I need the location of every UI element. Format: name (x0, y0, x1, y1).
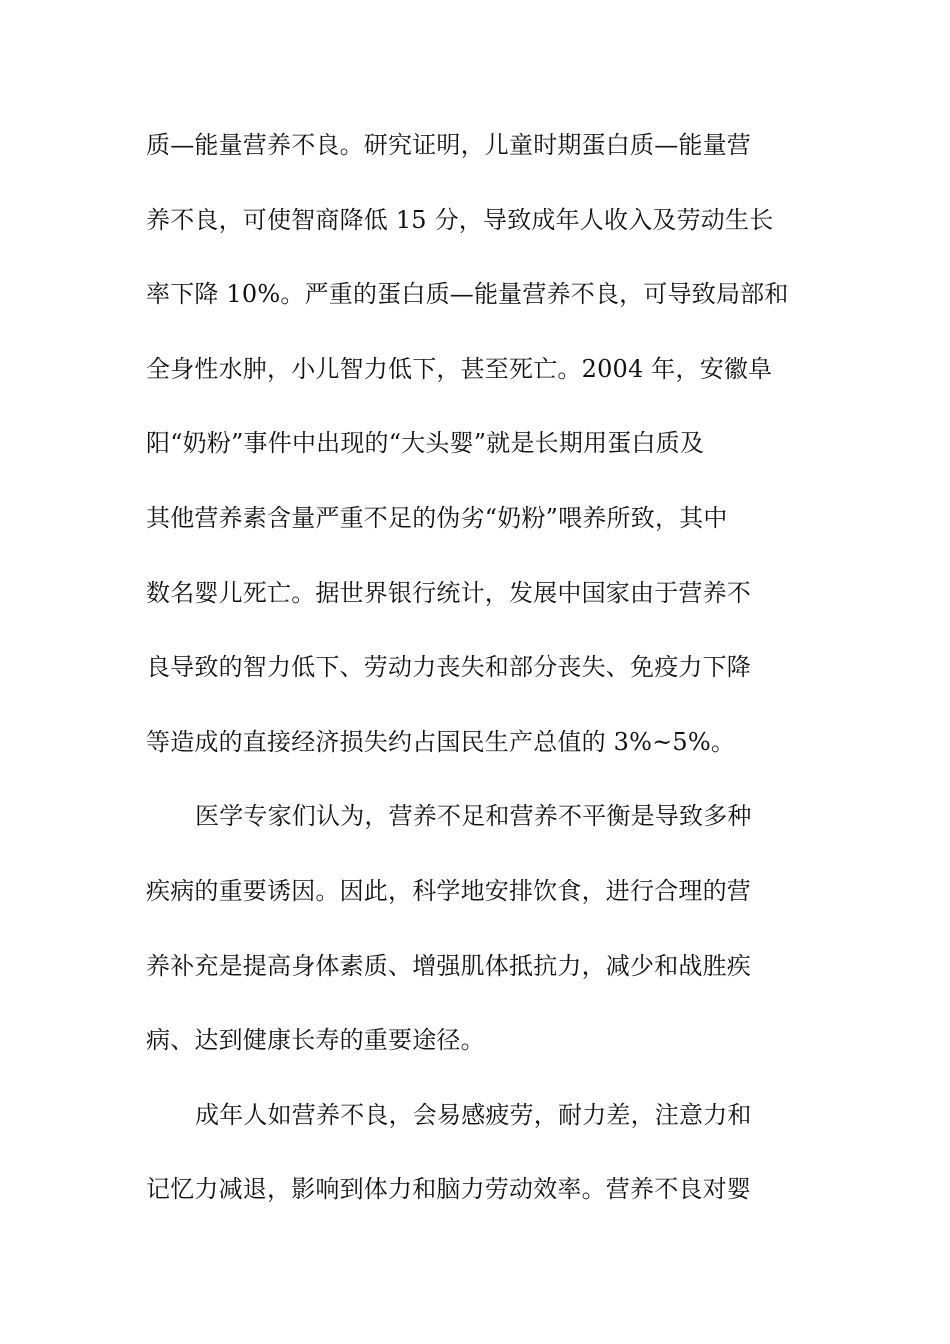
text-line: 养不良，可使智商降低 15 分，导致成年人收入及劳动生长 (146, 205, 774, 234)
text-line: 记忆力减退，影响到体力和脑力劳动效率。营养不良对婴 (146, 1175, 751, 1204)
text-line: 质—能量营养不良。研究证明，儿童时期蛋白质—能量营 (146, 131, 751, 159)
text-line: 其他营养素含量严重不足的伪劣“奶粉”喂养所致，其中 (146, 503, 728, 532)
text-line: 等造成的直接经济损失约占国民生产总值的 3%~5%。 (146, 727, 736, 756)
text-line: 疾病的重要诱因。因此，科学地安排饮食，进行合理的营 (146, 876, 751, 905)
paragraph-start-line: 医学专家们认为，营养不足和营养不平衡是导致多种 (195, 802, 752, 831)
text-line: 率下降 10%。严重的蛋白质—能量营养不良，可导致局部和 (146, 280, 789, 309)
text-line: 数名婴儿死亡。据世界银行统计，发展中国家由于营养不 (146, 578, 751, 607)
text-line: 养补充是提高身体素质、增强肌体抵抗力，减少和战胜疾 (146, 951, 751, 980)
paragraph-start-line: 成年人如营养不良，会易感疲劳，耐力差，注意力和 (195, 1100, 752, 1129)
text-line: 阳“奶粉”事件中出现的“大头婴”就是长期用蛋白质及 (146, 429, 705, 458)
text-line: 良导致的智力低下、劳动力丧失和部分丧失、免疫力下降 (146, 653, 751, 682)
text-line: 病、达到健康长寿的重要途径。 (146, 1026, 485, 1055)
text-line: 全身性水肿，小儿智力低下，甚至死亡。2004 年，安徽阜 (146, 354, 773, 383)
body-text (146, 133, 806, 1252)
